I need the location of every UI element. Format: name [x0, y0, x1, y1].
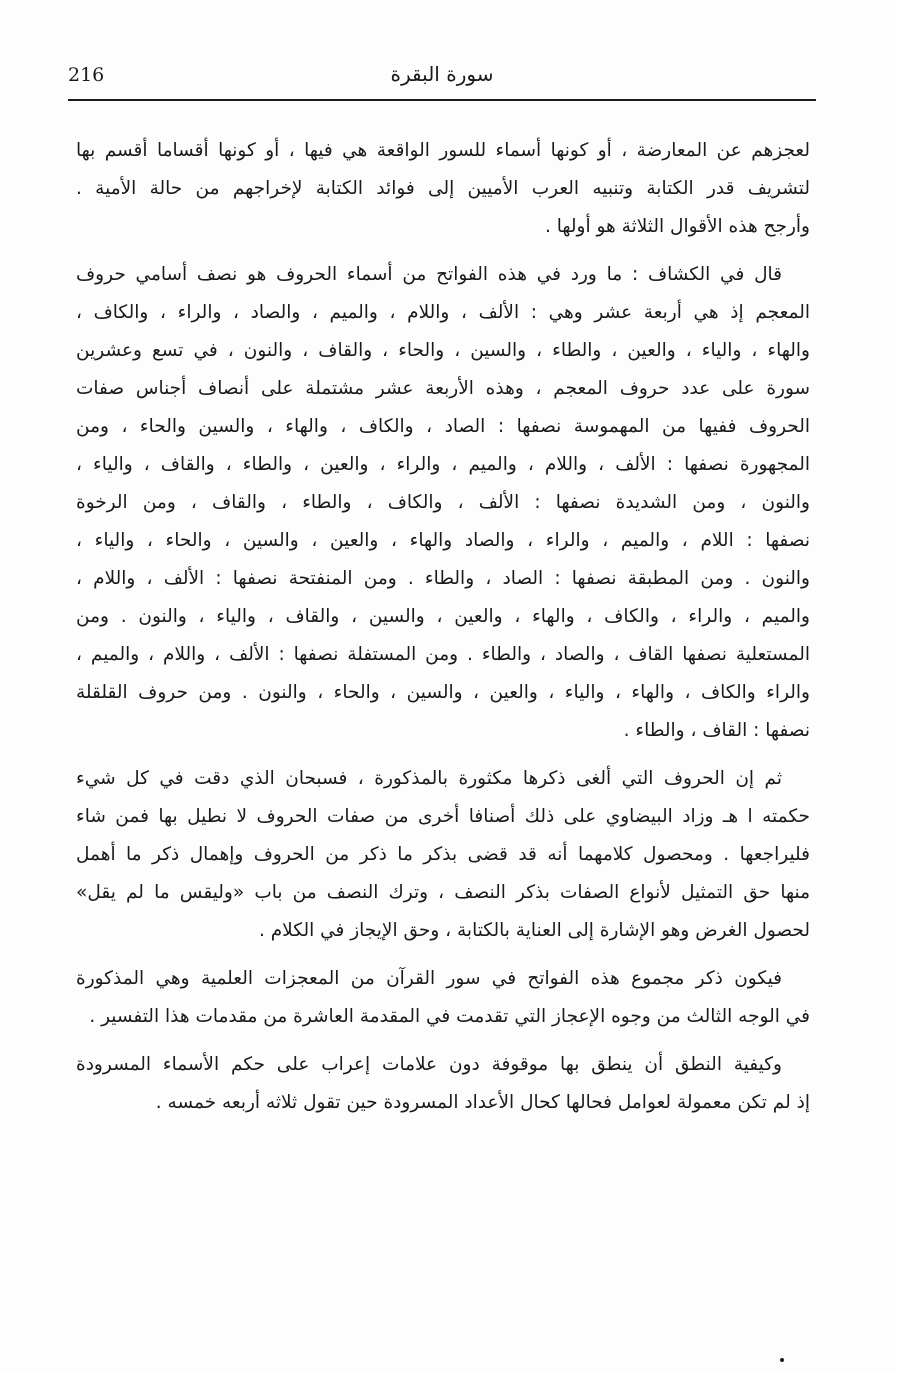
text-line: والنون . ومن المطبقة نصفها : الصاد ، والطاء . ومن المنفتحة نصفها : الألف ، واللام ،	[76, 568, 810, 589]
text-line: لحصول الغرض وهو الإشارة إلى العناية بالكتابة ، وحق الإيجاز في الكلام .	[258, 920, 810, 941]
text-line: المستعلية نصفها القاف ، والصاد ، والطاء . ومن المستفلة نصفها : الألف ، واللام ، والميم ،	[76, 644, 810, 665]
paragraph-2	[76, 256, 810, 750]
text-line: وأرجح هذه الأقوال الثلاثة هو أولها .	[544, 216, 810, 237]
paragraph-3	[76, 760, 810, 950]
text-line: المعجم إذ هي أربعة عشر وهي : الألف ، واللام ، والميم ، والصاد ، والراء ، والكاف ،	[76, 302, 810, 323]
text-line: حكمته ا هـ وزاد البيضاوي على ذلك أصنافا أخرى من صفات الحروف لا نطيل بها فمن شاء	[76, 806, 810, 827]
text-line: في الوجه الثالث من وجوه الإعجاز التي تقدمت في المقدمة العاشرة من مقدمات هذا التفسير .	[89, 1006, 810, 1027]
text-line: وكيفية النطق أن ينطق بها موقوفة دون علامات إعراب على حكم الأسماء المسرودة	[76, 1054, 782, 1075]
body-text	[76, 132, 810, 1122]
surah-title: سورة البقرة	[390, 62, 494, 86]
text-line: نصفها : القاف ، والطاء .	[623, 720, 810, 741]
text-line: ثم إن الحروف التي ألغى ذكرها مكثورة بالمذكورة ، فسبحان الذي دقت في كل شيء	[76, 768, 782, 789]
text-line: إذ لم تكن معمولة لعوامل فحالها كحال الأعداد المسرودة حين تقول ثلاثه أربعه خمسه .	[155, 1092, 810, 1113]
text-line: لتشريف قدر الكتابة وتنبيه العرب الأميين إلى فوائد الكتابة لإخراجهم من حالة الأمية .	[76, 178, 810, 199]
text-line: قال في الكشاف : ما ورد في هذه الفواتح من أسماء الحروف هو نصف أسامي حروف	[76, 264, 782, 285]
text-line: فليراجعها . ومحصول كلامهما أنه قد قضى بذكر ما ذكر من الحروف وإهمال ذكر ما أهمل	[76, 844, 810, 865]
text-line: والميم ، والراء ، والكاف ، والهاء ، والعين ، والسين ، والقاف ، والياء ، والنون . ومن	[76, 606, 810, 627]
paragraph-5	[76, 1046, 810, 1122]
text-line: والراء والكاف ، والهاء ، والياء ، والعين ، والسين ، والحاء ، والنون . ومن حروف القلقلة	[76, 682, 810, 703]
page-number: 216	[68, 64, 105, 86]
header-divider	[68, 99, 816, 101]
page-speck	[780, 1358, 784, 1362]
text-line: المجهورة نصفها : الألف ، واللام ، والميم ، والراء ، والعين ، والطاء ، والقاف ، والياء ،	[76, 454, 810, 475]
text-line: والهاء ، والياء ، والعين ، والطاء ، والسين ، والحاء ، والقاف ، والنون ، في تسع وعشرين	[76, 340, 810, 361]
text-line: منها حق التمثيل لأنواع الصفات بذكر النصف ، وترك النصف من باب «وليقس ما لم يقل»	[76, 882, 810, 903]
text-line: لعجزهم عن المعارضة ، أو كونها أسماء للسور الواقعة هي فيها ، أو كونها أقساما أقسم بها	[76, 140, 810, 161]
text-line: والنون ، ومن الشديدة نصفها : الألف ، والكاف ، والطاء ، والقاف ، ومن الرخوة	[76, 492, 810, 513]
text-line: فيكون ذكر مجموع هذه الفواتح في سور القرآن من المعجزات العلمية وهي المذكورة	[76, 968, 782, 989]
text-line: سورة على عدد حروف المعجم ، وهذه الأربعة عشر مشتملة على أنصاف أجناس صفات	[76, 378, 810, 399]
text-line: الحروف ففيها من المهموسة نصفها : الصاد ، والكاف ، والهاء ، والسين والحاء ، ومن	[76, 416, 810, 437]
paragraph-1	[76, 132, 810, 246]
text-line: نصفها : اللام ، والميم ، والراء ، والصاد والهاء ، والعين ، والسين ، والحاء ، والياء ،	[76, 530, 810, 551]
page-header	[68, 58, 816, 98]
paragraph-4	[76, 960, 810, 1036]
